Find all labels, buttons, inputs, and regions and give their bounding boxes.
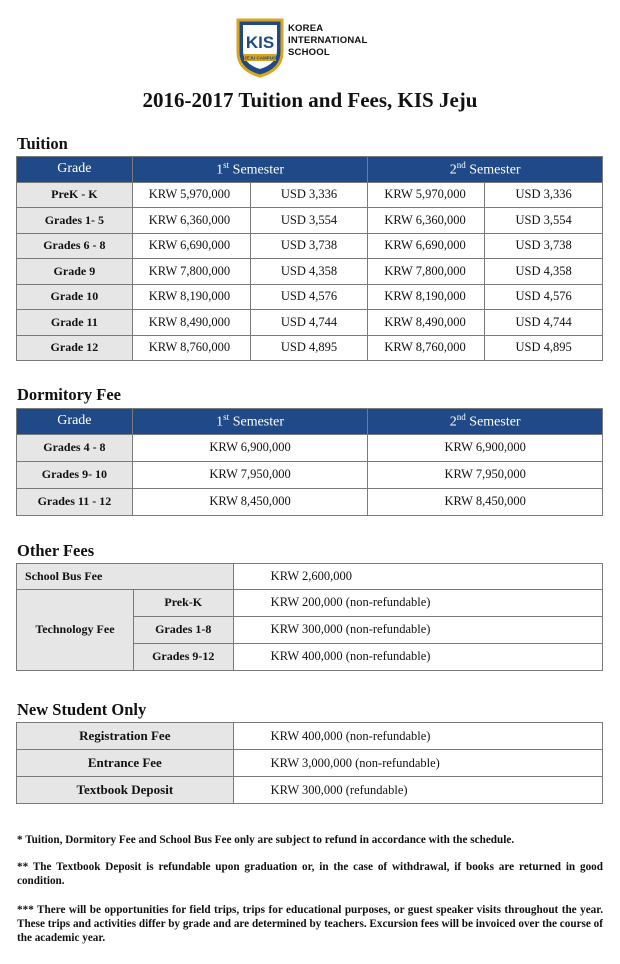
tech-fee-value: KRW 300,000 (non-refundable) [233, 616, 602, 643]
usd-s1: USD 4,744 [250, 310, 368, 336]
dorm-s2: KRW 6,900,000 [368, 434, 603, 461]
krw-s2: KRW 8,490,000 [368, 310, 485, 336]
other-fees-table [16, 563, 603, 671]
note-refund: * Tuition, Dormitory Fee and School Bus Fee only are subject to refund in accordance with the schedule. [17, 834, 515, 846]
krw-s1: KRW 8,490,000 [132, 310, 250, 336]
table-row [17, 434, 603, 461]
table-row [17, 182, 603, 208]
table-row [17, 461, 603, 488]
dormitory-table [16, 408, 603, 516]
logo-wordmark: KOREA INTERNATIONAL SCHOOL [288, 23, 368, 58]
col-grade: Grade [17, 157, 133, 183]
krw-s1: KRW 8,760,000 [132, 335, 250, 361]
tech-fee-label: Technology Fee [17, 589, 134, 670]
svg-text:KIS: KIS [245, 33, 275, 52]
krw-s2: KRW 5,970,000 [368, 182, 485, 208]
usd-s1: USD 3,336 [250, 182, 368, 208]
krw-s2: KRW 8,760,000 [368, 335, 485, 361]
grade-label: Grades 1- 5 [17, 208, 133, 234]
fee-value: KRW 3,000,000 (non-refundable) [233, 750, 602, 777]
fee-value: KRW 400,000 (non-refundable) [233, 723, 602, 750]
tuition-header-row [17, 157, 603, 183]
usd-s1: USD 4,358 [250, 259, 368, 285]
table-row [17, 284, 603, 310]
bus-fee-value: KRW 2,600,000 [233, 564, 602, 590]
fee-label: Entrance Fee [17, 750, 234, 777]
fee-label: Textbook Deposit [17, 777, 234, 804]
dorm-s1: KRW 6,900,000 [132, 434, 368, 461]
table-row [17, 335, 603, 361]
shield-emblem-icon [234, 16, 286, 78]
grade-label: Grades 11 - 12 [17, 488, 133, 515]
tuition-table [16, 156, 603, 361]
grade-label: Grades 6 - 8 [17, 233, 133, 259]
krw-s2: KRW 6,360,000 [368, 208, 485, 234]
table-row [17, 233, 603, 259]
krw-s1: KRW 6,360,000 [132, 208, 250, 234]
fee-value: KRW 300,000 (refundable) [233, 777, 602, 804]
table-row [17, 750, 603, 777]
note-textbook: ** The Textbook Deposit is refundable upon graduation or, in the case of withdrawal, if books are returned in good condition. [17, 861, 603, 887]
table-row [17, 259, 603, 285]
col-semester-2: 2nd Semester [368, 409, 603, 435]
usd-s2: USD 4,358 [485, 259, 603, 285]
usd-s2: USD 4,576 [485, 284, 603, 310]
table-row [17, 564, 603, 590]
page-title: 2016-2017 Tuition and Fees, KIS Jeju [142, 88, 478, 112]
col-semester-1: 1st Semester [132, 409, 368, 435]
dorm-s1: KRW 7,950,000 [132, 461, 368, 488]
table-row [17, 208, 603, 234]
col-semester-1: 1st Semester [132, 157, 368, 183]
school-logo [234, 16, 394, 78]
krw-s1: KRW 6,690,000 [132, 233, 250, 259]
usd-s1: USD 3,738 [250, 233, 368, 259]
krw-s1: KRW 7,800,000 [132, 259, 250, 285]
krw-s2: KRW 6,690,000 [368, 233, 485, 259]
dorm-s1: KRW 8,450,000 [132, 488, 368, 515]
grade-label: Grades 9- 10 [17, 461, 133, 488]
usd-s1: USD 3,554 [250, 208, 368, 234]
usd-s1: USD 4,576 [250, 284, 368, 310]
grade-label: Grades 4 - 8 [17, 434, 133, 461]
grade-label: Grade 10 [17, 284, 133, 310]
fee-label: Registration Fee [17, 723, 234, 750]
tech-grade-label: Grades 9-12 [133, 643, 233, 670]
table-row [17, 589, 603, 616]
dorm-s2: KRW 7,950,000 [368, 461, 603, 488]
table-row [17, 723, 603, 750]
grade-label: Grade 11 [17, 310, 133, 336]
usd-s2: USD 3,336 [485, 182, 603, 208]
tech-fee-value: KRW 200,000 (non-refundable) [233, 589, 602, 616]
usd-s1: USD 4,895 [250, 335, 368, 361]
new-student-heading: New Student Only [17, 700, 147, 719]
col-semester-2: 2nd Semester [368, 157, 603, 183]
usd-s2: USD 4,895 [485, 335, 603, 361]
other-fees-heading: Other Fees [17, 541, 95, 560]
dormitory-heading: Dormitory Fee [17, 385, 121, 404]
note-excursion: *** There will be opportunities for field trips, trips for educational purposes, or guest speaker visits throughout the year. These trips and activities differ by grade and are determined by teachers. Excursion fees will be invoiced over the course of the academic year. [17, 904, 603, 944]
krw-s2: KRW 8,190,000 [368, 284, 485, 310]
new-student-table [16, 722, 603, 804]
dormitory-header-row [17, 409, 603, 435]
table-row [17, 777, 603, 804]
table-row [17, 488, 603, 515]
tech-grade-label: Grades 1-8 [133, 616, 233, 643]
krw-s1: KRW 8,190,000 [132, 284, 250, 310]
tech-grade-label: Prek-K [133, 589, 233, 616]
krw-s1: KRW 5,970,000 [132, 182, 250, 208]
bus-fee-label: School Bus Fee [17, 564, 234, 590]
dorm-s2: KRW 8,450,000 [368, 488, 603, 515]
table-row [17, 310, 603, 336]
grade-label: PreK - K [17, 182, 133, 208]
svg-text:JEJU CAMPUS: JEJU CAMPUS [243, 55, 277, 61]
col-grade: Grade [17, 409, 133, 435]
usd-s2: USD 3,738 [485, 233, 603, 259]
usd-s2: USD 4,744 [485, 310, 603, 336]
usd-s2: USD 3,554 [485, 208, 603, 234]
krw-s2: KRW 7,800,000 [368, 259, 485, 285]
grade-label: Grade 12 [17, 335, 133, 361]
tuition-heading: Tuition [17, 134, 68, 153]
grade-label: Grade 9 [17, 259, 133, 285]
tech-fee-value: KRW 400,000 (non-refundable) [233, 643, 602, 670]
